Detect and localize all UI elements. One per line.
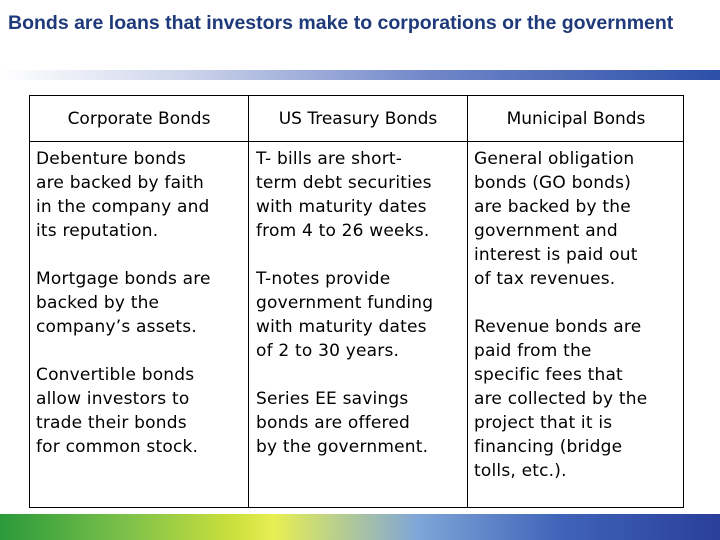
bonds-table	[29, 95, 684, 508]
mortgage-bonds-text: Mortgage bonds are backed by the company’s assets.	[36, 269, 211, 337]
column-divider	[248, 96, 249, 507]
title-underline-bar	[0, 70, 720, 80]
header-divider	[30, 141, 683, 142]
slide-title: Bonds are loans that investors make to corporations or the government	[8, 12, 674, 34]
general-obligation-text: General obligation bonds (GO bonds) are backed by the government and interest is paid out of tax revenues.	[474, 149, 638, 289]
t-notes-text: T-notes provide government funding with maturity dates of 2 to 30 years.	[256, 269, 434, 361]
header-us-treasury-bonds: US Treasury Bonds	[278, 108, 438, 129]
revenue-bonds-text: Revenue bonds are paid from the specific fees that are collected by the project that it is financing (bridge tolls, etc.).	[474, 317, 648, 481]
column-divider	[467, 96, 468, 507]
debenture-bonds-text: Debenture bonds are backed by faith in the company and its reputation.	[36, 149, 210, 241]
municipal-bonds-cell	[474, 147, 684, 483]
treasury-bonds-cell	[256, 147, 467, 459]
series-ee-text: Series EE savings bonds are offered by the government.	[256, 389, 429, 457]
footer-gradient-bar	[0, 514, 720, 540]
header-corporate-bonds: Corporate Bonds	[67, 108, 211, 129]
corporate-bonds-cell	[36, 147, 248, 459]
convertible-bonds-text: Convertible bonds allow investors to trade their bonds for common stock.	[36, 365, 199, 457]
t-bills-text: T- bills are short- term debt securities with maturity dates from 4 to 26 weeks.	[256, 149, 432, 241]
header-municipal-bonds: Municipal Bonds	[506, 108, 646, 129]
